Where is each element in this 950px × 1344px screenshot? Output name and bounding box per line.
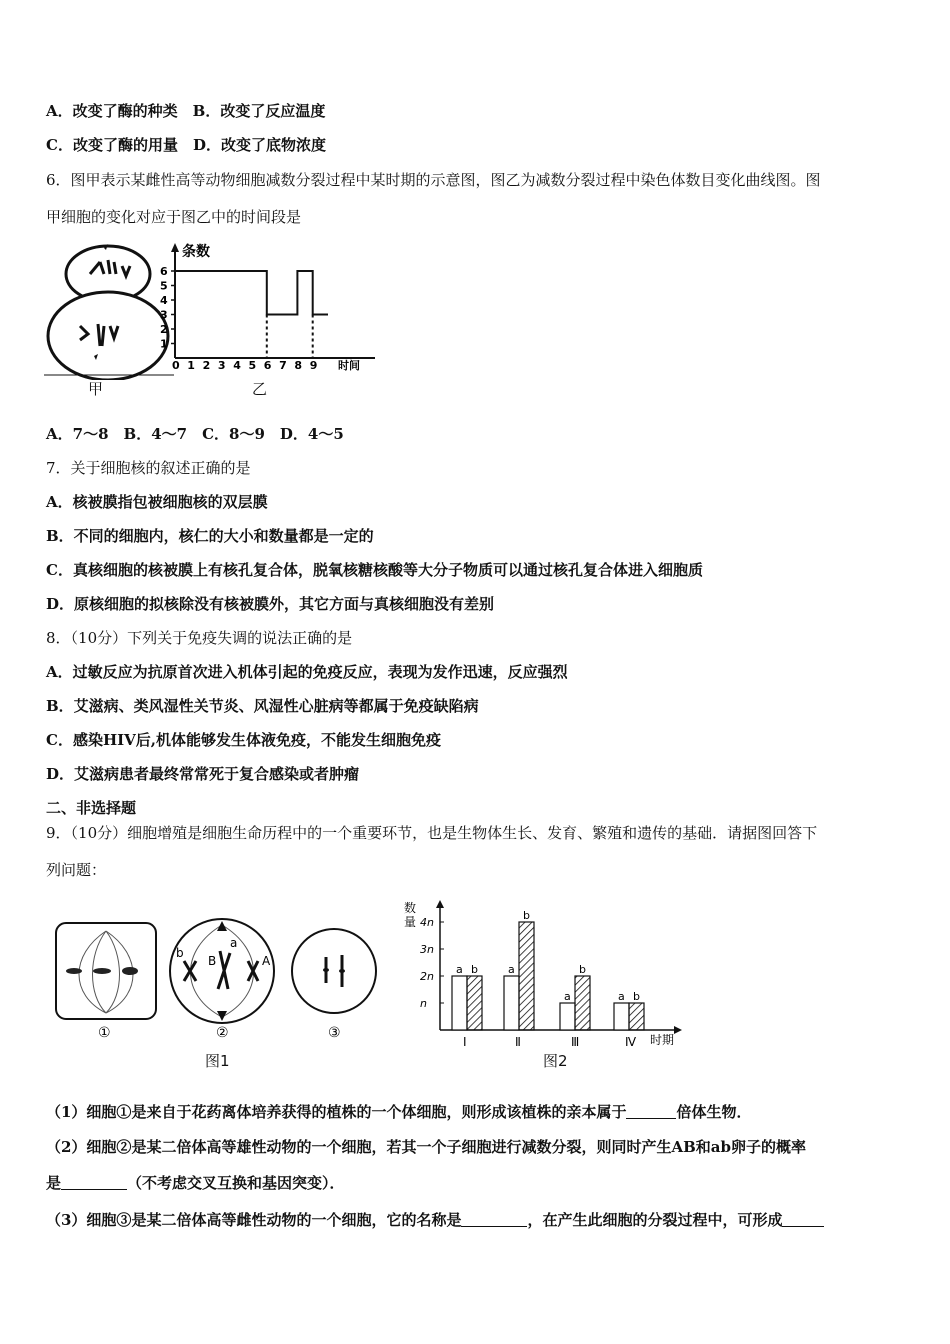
x-tick-label: 9 <box>309 359 318 372</box>
q9-figure2-chart <box>400 898 690 1050</box>
fig2-bar-b <box>629 1003 644 1030</box>
fig2-bar-a <box>614 1003 629 1030</box>
q7-option-b: B．不同的细胞内，核仁的大小和数量都是一定的 <box>46 527 374 545</box>
q9-figure1-label: 图1 <box>205 1052 230 1070</box>
q9-sub2-tail: （不考虑交叉互换和基因突变）． <box>127 1174 345 1192</box>
y-tick-label: 2 <box>160 323 168 336</box>
q9-sub3-blank-1[interactable] <box>461 1211 527 1227</box>
x-tick-label: 4 <box>233 359 241 372</box>
q9-sub2-blank[interactable] <box>61 1174 127 1190</box>
y-tick-label: 1 <box>160 337 168 351</box>
fig2-bar-b-label: b <box>579 963 586 976</box>
section-title: 二、非选择题 <box>46 799 137 817</box>
q8-option-a: A．过敏反应为抗原首次进入机体引起的免疫反应，表现为发作迅速，反应强烈 <box>46 663 568 681</box>
y-axis-label: 条数 <box>182 244 210 260</box>
x-tick-label: 3 <box>217 359 226 372</box>
fig2-bar-b <box>467 976 482 1030</box>
q8-option-c: C．感染HIV后,机体能够发生体液免疫，不能发生细胞免疫 <box>46 731 441 749</box>
q5-options-cd: C．改变了酶的用量 D．改变了底物浓度 <box>46 136 326 154</box>
q7-stem: 7．关于细胞核的叙述正确的是 <box>46 459 251 477</box>
fig2-ylabel-2: 量 <box>404 915 417 929</box>
fig2-y-tick-label: 4n <box>420 916 434 929</box>
x-tick-label: 1 <box>187 359 195 372</box>
q9-sub3 <box>46 1210 824 1230</box>
q9-sub2-line1: （2）细胞②是某二倍体高等雄性动物的一个细胞，若其一个子细胞进行减数分裂，则同时产生AB和ab卵子的概率 <box>46 1138 806 1156</box>
fig2-y-tick-label: n <box>420 997 427 1010</box>
fig2-y-tick-label: 2n <box>420 970 434 983</box>
fig2-x-axis-label: 时期 <box>650 1033 675 1047</box>
q7-option-a: A．核被膜指包被细胞核的双层膜 <box>46 493 268 511</box>
fig2-bar-b-label: b <box>471 963 478 976</box>
q9-stem-line2: 列问题： <box>46 861 107 879</box>
q9-sub3-blank-2[interactable] <box>782 1211 824 1227</box>
fig2-bar-a-label: a <box>564 990 571 1003</box>
fig2-bar-a-label: a <box>456 963 463 976</box>
x-tick-label: 5 <box>248 359 257 372</box>
cell-1 <box>56 923 156 1019</box>
q8-stem: 8．（10分）下列关于免疫失调的说法正确的是 <box>46 629 353 647</box>
q9-stem-line1: 9．（10分）细胞增殖是细胞生命历程中的一个重要环节，也是生物体生长、发育、繁殖和遗传的基础．请据图回答下 <box>46 824 818 842</box>
q9-figure2-label: 图2 <box>543 1052 568 1070</box>
q9-sub2-line2 <box>46 1173 345 1193</box>
q9-sub3-mid: ，在产生此细胞的分裂过程中，可形成 <box>527 1211 783 1229</box>
x-tick-label: 7 <box>279 359 287 372</box>
q9-sub1-tail: 倍体生物． <box>676 1103 752 1121</box>
q9-sub1-text: （1）细胞①是来自于花药离体培养获得的植株的一个体细胞，则形成该植株的亲本属于 <box>46 1103 627 1121</box>
cell-3 <box>292 929 376 1013</box>
fig2-ylabel-1: 数 <box>404 901 417 915</box>
y-tick-label: 3 <box>160 308 168 322</box>
x-tick-label: 2 <box>202 359 211 372</box>
fig2-y-axis-arrow <box>436 900 444 908</box>
fig2-category-label: Ⅱ <box>515 1035 521 1049</box>
q6-stem-line1: 6．图甲表示某雌性高等动物细胞减数分裂过程中某时期的示意图，图乙为减数分裂过程中染色体数目变化曲线图。图 <box>46 171 821 189</box>
fig2-bar-b-label: b <box>633 990 640 1003</box>
y-tick-label: 6 <box>160 265 168 278</box>
q6-stem-line2: 甲细胞的变化对应于图乙中的时间段是 <box>46 208 302 226</box>
fig2-category-label: Ⅲ <box>571 1035 580 1049</box>
fig2-bar-a <box>504 976 519 1030</box>
q9-sub1 <box>46 1102 751 1122</box>
q6-figure-yi-chart <box>150 240 382 380</box>
y-tick-label: 4 <box>160 294 168 307</box>
q9-figure1-cells <box>50 905 390 1045</box>
x-tick-label: 6 <box>263 359 272 372</box>
cell-2-letter-b: b <box>176 946 184 960</box>
x-tick-label: 8 <box>294 359 303 372</box>
q6-options: A．7～8 B．4～7 C．8～9 D．4～5 <box>46 425 344 443</box>
series-line <box>175 271 328 315</box>
cell-2 <box>170 919 274 1023</box>
q9-sub2-prefix: 是 <box>46 1174 62 1192</box>
q7-option-c: C．真核细胞的核被膜上有核孔复合体，脱氧核糖核酸等大分子物质可以通过核孔复合体进入细胞质 <box>46 561 703 579</box>
y-axis-arrow <box>171 243 179 252</box>
fig2-bar-a-label: a <box>508 963 515 976</box>
q9-sub1-blank[interactable] <box>626 1103 676 1119</box>
fig2-x-axis-arrow <box>674 1026 682 1034</box>
fig2-category-label: Ⅰ <box>463 1035 467 1049</box>
q6-figure-jia-label: 甲 <box>88 380 104 398</box>
fig2-bar-a <box>452 976 467 1030</box>
cell-2-letter-B: B <box>208 954 217 968</box>
q5-options-ab: A．改变了酶的种类 B．改变了反应温度 <box>46 102 326 120</box>
q6-figure-yi-label: 乙 <box>252 380 268 398</box>
cell-1-label: ① <box>98 1025 111 1041</box>
fig2-y-tick-label: 3n <box>420 943 434 956</box>
fig2-bar-b <box>575 976 590 1030</box>
x-axis-label: 时间 <box>338 359 360 372</box>
q9-sub3-text: （3）细胞③是某二倍体高等雌性动物的一个细胞，它的名称是 <box>46 1211 462 1229</box>
q8-option-b: B．艾滋病、类风湿性关节炎、风湿性心脏病等都属于免疫缺陷病 <box>46 697 479 715</box>
fig2-category-label: Ⅳ <box>625 1035 637 1049</box>
fig2-bar-a-label: a <box>618 990 625 1003</box>
cell-2-letter-A: A <box>262 954 271 968</box>
cell-2-letter-a: a <box>230 936 238 950</box>
cell-3-label: ③ <box>328 1025 341 1041</box>
y-tick-label: 5 <box>160 279 168 293</box>
fig2-bar-a <box>560 1003 575 1030</box>
q7-option-d: D．原核细胞的拟核除没有核被膜外，其它方面与真核细胞没有差别 <box>46 595 495 613</box>
fig2-bar-b <box>519 922 534 1030</box>
x-tick-label: 0 <box>172 359 180 372</box>
fig2-bar-b-label: b <box>523 909 530 922</box>
cell-2-label: ② <box>216 1025 229 1041</box>
q8-option-d: D．艾滋病患者最终常常死于复合感染或者肿瘤 <box>46 765 360 783</box>
